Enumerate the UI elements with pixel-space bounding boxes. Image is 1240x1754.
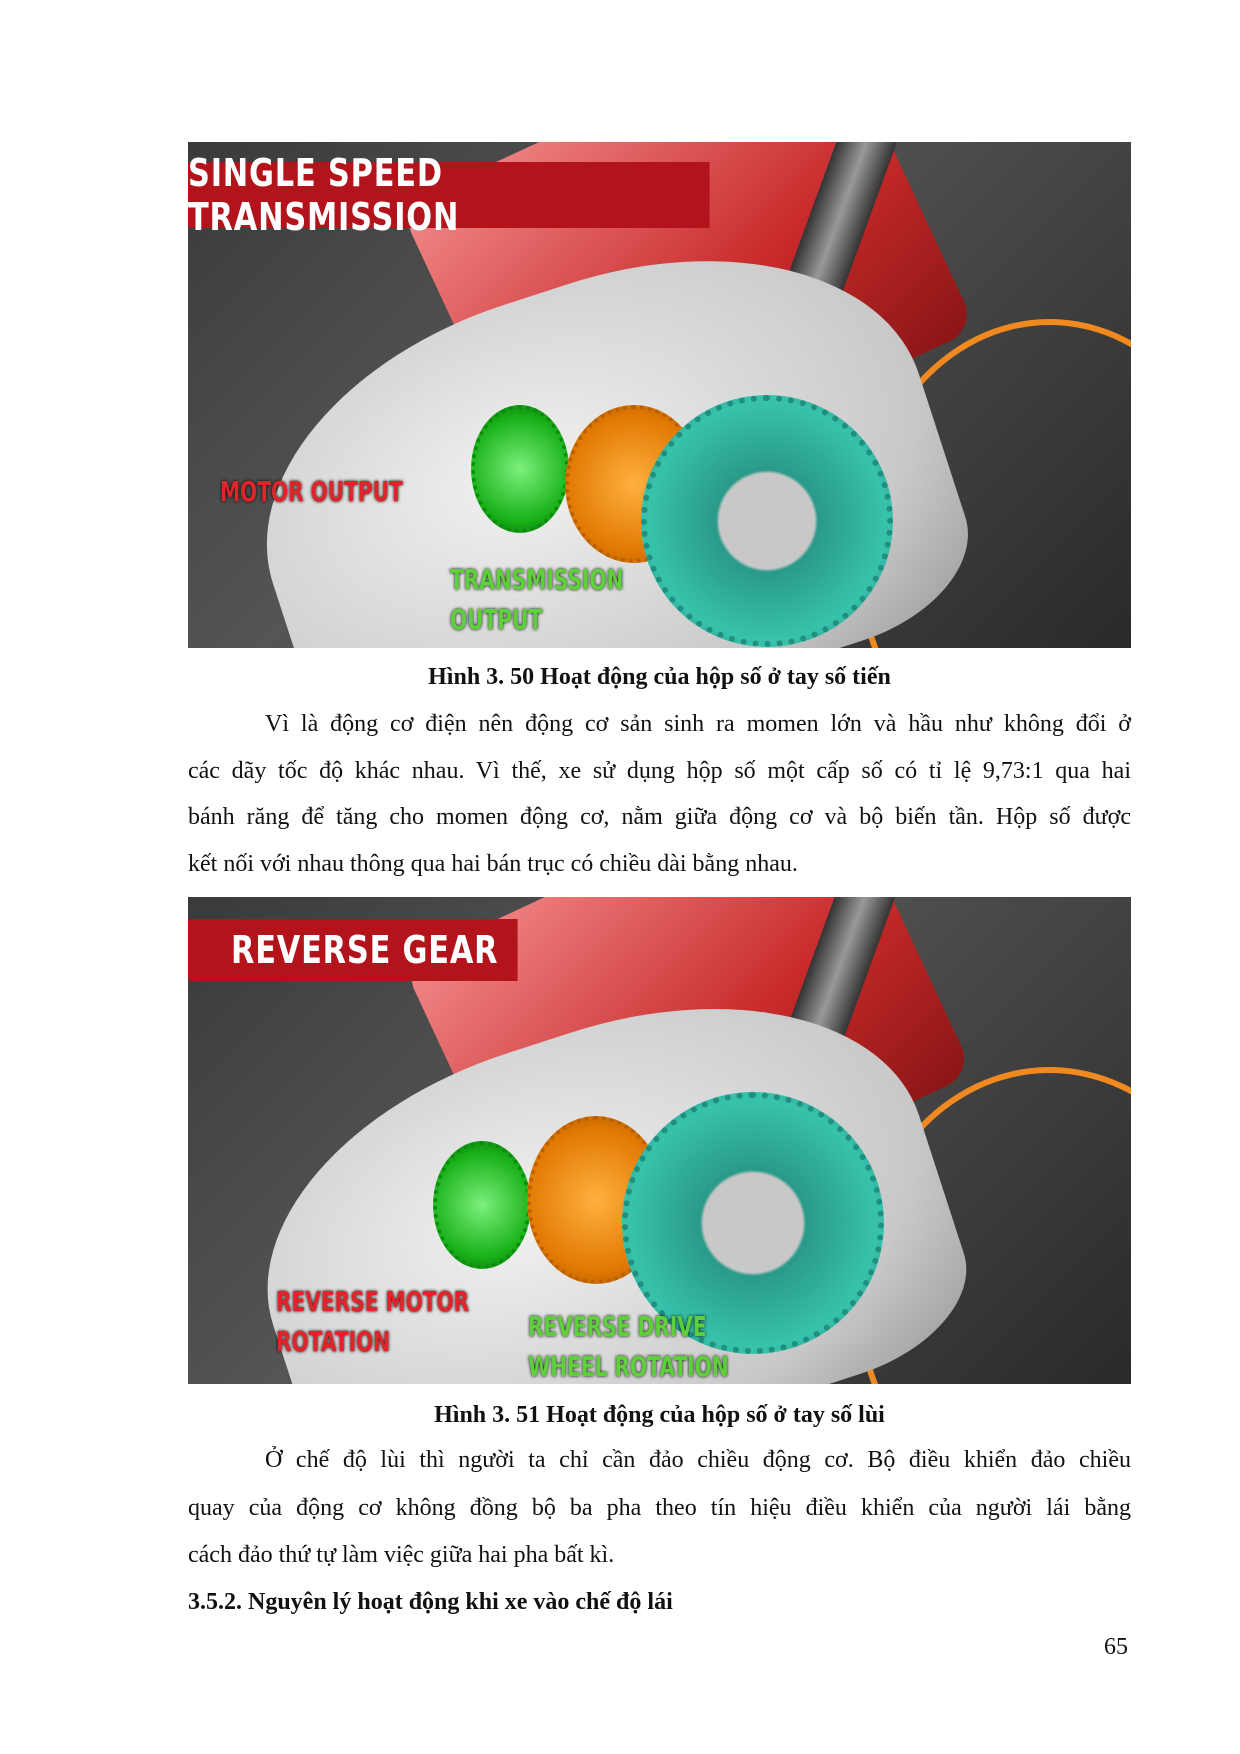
teal-gear <box>641 395 893 647</box>
paragraph-line: quay của động cơ không đồng bộ ba pha theo tín hiệu điều khiển của người lái bằng <box>188 1495 1131 1521</box>
label-reverse-motor: REVERSE MOTOR <box>276 1285 470 1318</box>
label-rotation: ROTATION <box>276 1325 391 1358</box>
paragraph-line: kết nối với nhau thông qua hai bán trục có chiều dài bằng nhau. <box>188 851 798 877</box>
paragraph-line: bánh răng để tăng cho momen động cơ, nằm giữa động cơ và bộ biến tần. Hộp số được <box>188 804 1131 830</box>
green-gear <box>471 405 569 533</box>
paragraph-line: Ở chế độ lùi thì người ta chỉ cần đảo chiều động cơ. Bộ điều khiển đảo chiều <box>265 1447 1131 1473</box>
label-wheel-rotation: WHEEL ROTATION <box>528 1350 729 1383</box>
figure-reverse-gear <box>188 897 1131 1384</box>
figure-single-speed-transmission <box>188 142 1131 648</box>
label-output: OUTPUT <box>450 603 543 636</box>
figure-caption: Hình 3. 51 Hoạt động của hộp số ở tay số lùi <box>434 1402 885 1428</box>
label-motor-output: MOTOR OUTPUT <box>220 475 403 508</box>
page-number: 65 <box>1104 1634 1128 1660</box>
paragraph-line: Vì là động cơ điện nên động cơ sản sinh ra momen lớn và hầu như không đổi ở <box>265 711 1131 737</box>
figure-banner: REVERSE GEAR <box>188 919 518 981</box>
paragraph-line: cách đảo thứ tự làm việc giữa hai pha bất kì. <box>188 1542 615 1568</box>
label-transmission: TRANSMISSION <box>450 563 624 596</box>
green-gear <box>433 1141 531 1269</box>
section-heading: 3.5.2. Nguyên lý hoạt động khi xe vào chế độ lái <box>188 1589 673 1615</box>
figure-banner: SINGLE SPEED TRANSMISSION <box>188 162 710 228</box>
label-reverse-drive: REVERSE DRIVE <box>528 1310 707 1343</box>
figure-caption: Hình 3. 50 Hoạt động của hộp số ở tay số tiến <box>428 664 891 690</box>
paragraph-line: các dãy tốc độ khác nhau. Vì thế, xe sử dụng hộp số một cấp số có tỉ lệ 9,73:1 qua hai <box>188 758 1131 784</box>
